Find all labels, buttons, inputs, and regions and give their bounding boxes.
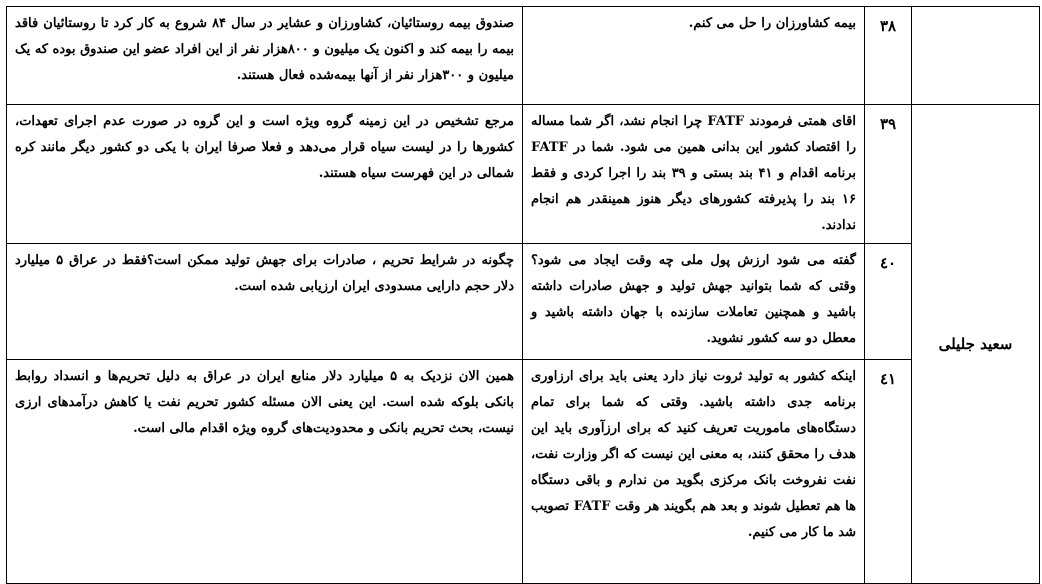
response-cell: چگونه در شرایط تحریم ، صادرات برای جهش تولید ممکن است؟فقط در عراق ۵ میلیارد دلار حجم دارایی مسدودی ایران ارزیابی شده است. bbox=[7, 244, 523, 360]
claim-cell: گفته می شود ارزش پول ملی چه وقت ایجاد می شود؟ وقتی که شما بتوانید جهش تولید و جهش صادرات داشته باشید و همچنین تعاملات سازنده با جهان داشته باشید و معطل دو سه کشور نشوید. bbox=[523, 244, 865, 360]
table-row bbox=[7, 244, 1040, 360]
fact-check-table bbox=[6, 6, 1040, 584]
speaker-name: سعید جلیلی bbox=[912, 105, 1040, 584]
response-cell: مرجع تشخیص در این زمینه گروه ویژه است و این گروه در صورت عدم اجرای تعهدات، کشورها را در لیست سیاه قرار می‌دهد و فعلا صرفا ایران با یکی دو کشور دیگر مانند کره شمالی در این فهرست سیاه هستند. bbox=[7, 105, 523, 244]
claim-cell: اینکه کشور به تولید ثروت نیاز دارد یعنی باید برای ارزاوری برنامه جدی داشته باشید. وقتی که شما برای تمام دستگاه‌های ماموریت تعریف کنید که برای ارزآوری باید این هدف را محقق کنند، به معنی این نیست که اگر وزارت نفت، نفت نفروخت بانک مرکزی بگوید من ندارم و باقی دستگاه ها هم تعطیل شوند و بعد هم بگویند هر وقت FATF تصویب شد ما کار می کنیم. bbox=[523, 360, 865, 584]
row-number: ٤١ bbox=[865, 360, 912, 584]
table-row bbox=[7, 105, 1040, 244]
speaker-cell-top bbox=[912, 7, 1040, 105]
claim-cell: بیمه کشاورزان را حل می کنم. bbox=[523, 7, 865, 105]
table-row bbox=[7, 360, 1040, 584]
table-row bbox=[7, 7, 1040, 105]
response-cell: صندوق بیمه روستائیان، کشاورزان و عشایر در سال ۸۴ شروع به کار کرد تا روستائیان فاقد بیمه را بیمه کند و اکنون یک میلیون و ۸۰۰هزار نفر از این افراد عضو این صندوق بوده که یک میلیون و ۳۰۰هزار نفر از آنها بیمه‌شده فعال هستند. bbox=[7, 7, 523, 105]
response-cell: همین الان نزدیک به ۵ میلیارد دلار منابع ایران در عراق به دلیل تحریم‌ها و انسداد روابط بانکی بلوکه شده است. این یعنی الان مسئله کشور تحریم نفت یا کاهش درآمدهای ارزی نیست، بحث تحریم بانکی و محدودیت‌های گروه ویژه اقدام مالی است. bbox=[7, 360, 523, 584]
row-number: ۳۸ bbox=[865, 7, 912, 105]
claim-cell: اقای همتی فرمودند FATF چرا انجام نشد، اگر شما مساله را اقتصاد کشور این بدانی همین می شود. شما در FATF برنامه اقدام و ۴۱ بند بستی و ۳۹ بند را اجرا کردی و فقط ۱۶ بند را پذیرفته کشورهای دیگر هنوز همینقدر هم انجام ندادند. bbox=[523, 105, 865, 244]
row-number: ٤٠ bbox=[865, 244, 912, 360]
row-number: ۳۹ bbox=[865, 105, 912, 244]
